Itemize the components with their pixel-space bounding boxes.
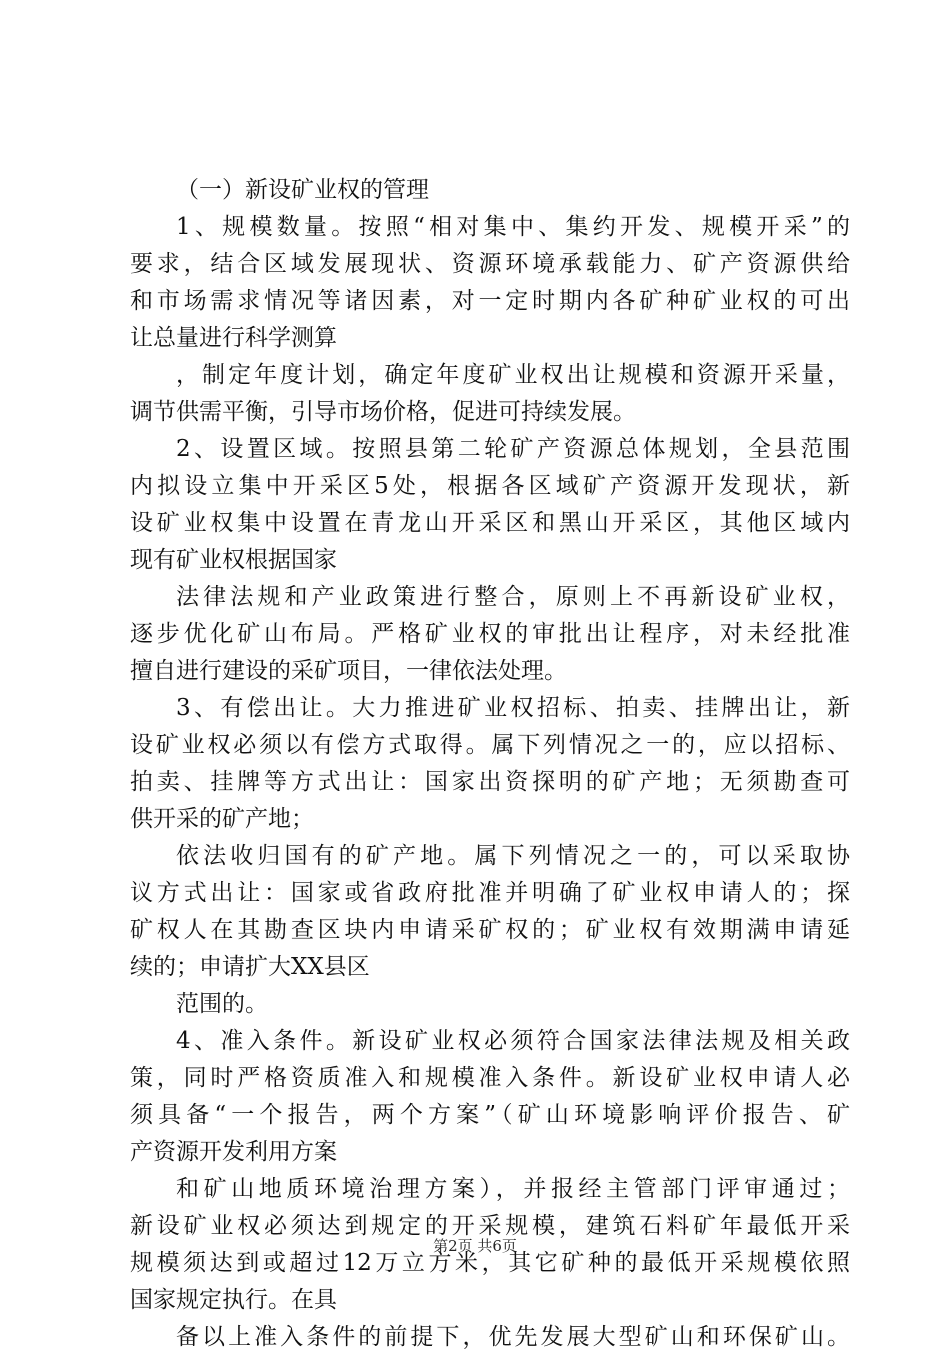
text-line: 议方式出让：国家或省政府批准并明确了矿业权申请人的；探 — [130, 880, 850, 906]
text-line: 国家规定执行。在具 — [130, 1287, 337, 1313]
page-footer: 第2页 共6页 — [433, 1237, 517, 1255]
text-line: 矿权人在其勘查区块内申请采矿权的；矿业权有效期满申请延 — [130, 917, 850, 943]
text-line: 新设矿业权必须达到规定的开采规模，建筑石料矿年最低开采 — [130, 1213, 850, 1239]
text-line: 供开采的矿产地； — [130, 806, 314, 832]
text-line: （一）新设矿业权的管理 — [176, 177, 429, 203]
text-line: 法律法规和产业政策进行整合，原则上不再新设矿业权， — [176, 584, 850, 610]
text-line: 擅自进行建设的采矿项目，一律依法处理。 — [130, 658, 567, 684]
text-line: 和市场需求情况等诸因素，对一定时期内各矿种矿业权的可出 — [130, 288, 850, 314]
document-body — [130, 172, 850, 1356]
text-line: ，制定年度计划，确定年度矿业权出让规模和资源开采量， — [176, 362, 850, 388]
text-line: 依法收归国有的矿产地。属下列情况之一的，可以采取协 — [176, 843, 850, 869]
text-line: 须具备“一个报告，两个方案”（矿山环境影响评价报告、矿 — [130, 1102, 850, 1128]
text-line: 范围的。 — [176, 991, 268, 1017]
text-line: 逐步优化矿山布局。严格矿业权的审批出让程序，对未经批准 — [130, 621, 850, 647]
text-line: 设矿业权必须以有偿方式取得。属下列情况之一的，应以招标、 — [130, 732, 850, 758]
text-line: 4、准入条件。新设矿业权必须符合国家法律法规及相关政 — [176, 1028, 850, 1054]
text-line: 现有矿业权根据国家 — [130, 547, 337, 573]
text-line: 产资源开发利用方案 — [130, 1139, 337, 1165]
text-line: 设矿业权集中设置在青龙山开采区和黑山开采区，其他区域内 — [130, 510, 850, 536]
text-line: 2、设置区域。按照县第二轮矿产资源总体规划，全县范围 — [176, 436, 850, 462]
text-line: 和矿山地质环境治理方案），并报经主管部门评审通过； — [176, 1176, 850, 1202]
text-line: 内拟设立集中开采区5处，根据各区域矿产资源开发现状，新 — [130, 473, 850, 499]
text-line: 续的；申请扩大XX县区 — [130, 954, 370, 980]
text-line: 规模须达到或超过12万立方米，其它矿种的最低开采规模依照 — [130, 1250, 850, 1276]
text-line: 1、规模数量。按照“相对集中、集约开发、规模开采”的 — [176, 214, 850, 240]
text-line: 要求，结合区域发展现状、资源环境承载能力、矿产资源供给 — [130, 251, 850, 277]
text-line: 备以上准入条件的前提下，优先发展大型矿山和环保矿山。 — [176, 1324, 850, 1350]
text-line: 让总量进行科学测算 — [130, 325, 337, 351]
text-line: 3、有偿出让。大力推进矿业权招标、拍卖、挂牌出让，新 — [176, 695, 850, 721]
text-line: 调节供需平衡，引导市场价格，促进可持续发展。 — [130, 399, 636, 425]
text-line: 策，同时严格资质准入和规模准入条件。新设矿业权申请人必 — [130, 1065, 850, 1091]
text-line: 拍卖、挂牌等方式出让：国家出资探明的矿产地；无须勘查可 — [130, 769, 850, 795]
